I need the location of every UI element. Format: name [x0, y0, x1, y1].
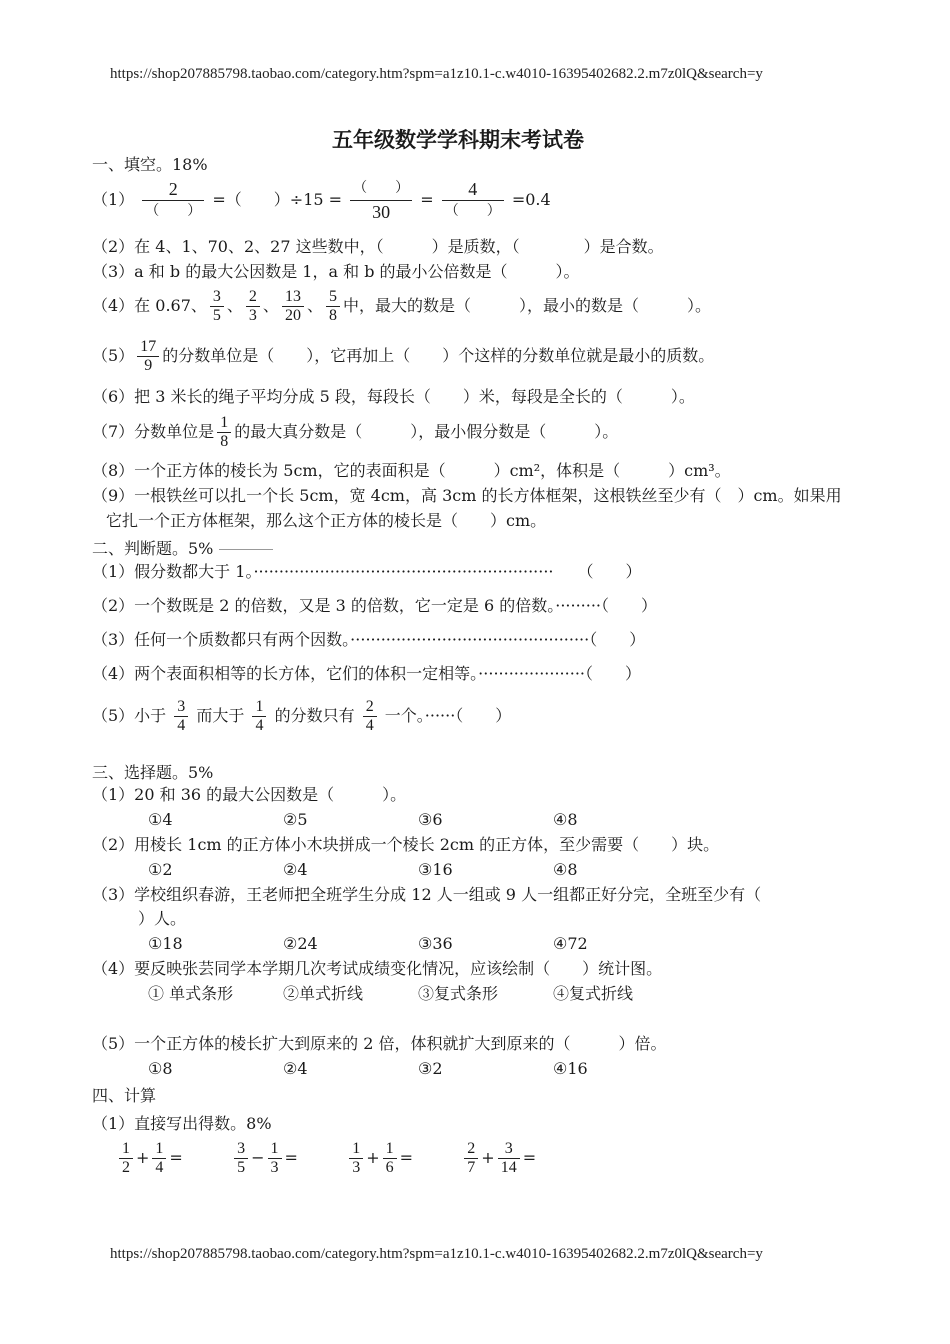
fraction — [217, 414, 231, 451]
numerator: 1 — [217, 414, 231, 433]
operator: − — [251, 1148, 265, 1167]
option: ②24 — [283, 934, 318, 953]
decorative-underline — [219, 549, 273, 550]
operator: + — [136, 1148, 150, 1167]
separator: 、 — [262, 296, 279, 315]
calc-item — [116, 1140, 226, 1177]
fraction — [252, 698, 266, 735]
text: 的分数单位是（ ），它再加上（ ）个这样的分数单位就是最小的质数。 — [162, 346, 715, 365]
fraction — [246, 288, 260, 325]
calc-item — [231, 1140, 341, 1177]
calc-row — [116, 1140, 571, 1177]
denominator: 14 — [500, 1159, 517, 1176]
fraction — [383, 1140, 397, 1177]
q1-3: （3）a 和 b 的最大公因数是 1，a 和 b 的最小公倍数是（ ）。 — [92, 262, 580, 281]
q3-4: （4）要反映张芸同学本学期几次考试成绩变化情况，应该绘制（ ）统计图。 — [92, 959, 663, 978]
option: ①18 — [148, 934, 183, 953]
denominator: 5 — [237, 1159, 246, 1176]
q3-5-options — [148, 1058, 688, 1080]
denominator: 4 — [365, 717, 374, 734]
denominator: 4 — [177, 717, 186, 734]
numerator: 1 — [383, 1140, 397, 1159]
option: ①4 — [148, 810, 173, 829]
fraction — [442, 178, 504, 223]
option: ②5 — [283, 810, 308, 829]
option: ①8 — [148, 1059, 173, 1078]
option: ③复式条形 — [418, 984, 499, 1003]
text: 一个。······（ ） — [384, 706, 512, 725]
q-label: （1） — [92, 190, 135, 209]
fraction — [210, 288, 224, 325]
fraction — [326, 288, 340, 325]
denominator: 3 — [270, 1159, 279, 1176]
denominator: （ ） — [444, 204, 501, 219]
page-title: 五年级数学学科期末考试卷 — [332, 127, 584, 152]
q2-2: （2）一个数既是 2 的倍数，又是 3 的倍数，它一定是 6 的倍数。·········（ ） — [92, 596, 658, 615]
fraction — [142, 178, 204, 223]
fraction — [268, 1140, 282, 1177]
equals: = — [522, 1148, 537, 1167]
heading-text: 二、判断题。5% — [92, 539, 214, 558]
q1-1 — [92, 178, 551, 223]
option: ②4 — [283, 860, 308, 879]
text: 而大于 — [196, 706, 245, 725]
fraction — [152, 1140, 166, 1177]
option: ③16 — [418, 860, 453, 879]
text: （7）分数单位是 — [92, 422, 215, 441]
fraction — [234, 1140, 248, 1177]
header-url: https://shop207885798.taobao.com/category.htm?spm=a1z10.1-c.w4010-16395402682.2.m7z0lQ&search=y — [110, 66, 763, 82]
text: （5）小于 — [92, 706, 167, 725]
option: ④16 — [553, 1059, 588, 1078]
q3-2-options — [148, 859, 688, 881]
calc-item — [461, 1140, 571, 1177]
numerator: 3 — [498, 1140, 520, 1159]
denominator: 8 — [328, 307, 337, 324]
q3-1: （1）20 和 36 的最大公因数是（ ）。 — [92, 785, 407, 804]
denominator: （ ） — [145, 204, 202, 219]
footer-url: https://shop207885798.taobao.com/category.htm?spm=a1z10.1-c.w4010-16395402682.2.m7z0lQ&search=y — [110, 1246, 763, 1262]
calc-item — [346, 1140, 456, 1177]
denominator: 6 — [385, 1159, 394, 1176]
option: ②单式折线 — [283, 984, 364, 1003]
numerator: 5 — [326, 288, 340, 307]
denominator: 3 — [352, 1159, 361, 1176]
numerator: 1 — [268, 1140, 282, 1159]
separator: 、 — [226, 296, 243, 315]
option: ① 单式条形 — [148, 984, 234, 1003]
q1-2: （2）在 4、1、70、2、27 这些数中，（ ）是质数，（ ）是合数。 — [92, 237, 664, 256]
q3-5: （5）一个正方体的棱长扩大到原来的 2 倍，体积就扩大到原来的（ ）倍。 — [92, 1034, 667, 1053]
q3-3-line2: ）人。 — [138, 909, 187, 928]
q2-5 — [92, 698, 511, 735]
q1-9-line1: （9）一根铁丝可以扎一个长 5cm，宽 4cm，高 3cm 的长方体框架，这根铁丝至少有（ ）cm。如果用 — [92, 486, 842, 505]
q4-1-heading: （1）直接写出得数。8% — [92, 1114, 272, 1133]
text: （5） — [92, 346, 135, 365]
numerator: 3 — [210, 288, 224, 307]
fraction — [363, 698, 377, 735]
q2-3: （3）任何一个质数都只有两个因数。···············································（ ） — [92, 630, 646, 649]
equation-text: =（ ）÷15 = — [212, 190, 343, 209]
equals: = — [284, 1148, 298, 1167]
section-4-heading: 四、计算 — [92, 1086, 157, 1105]
option: ①2 — [148, 860, 173, 879]
q3-2: （2）用棱长 1cm 的正方体小木块拼成一个棱长 2cm 的正方体，至少需要（ ）块。 — [92, 835, 720, 854]
numerator: 1 — [252, 698, 266, 717]
fraction — [119, 1140, 133, 1177]
fraction — [498, 1140, 520, 1177]
section-3-heading: 三、选择题。5% — [92, 763, 214, 782]
numerator: 2 — [246, 288, 260, 307]
option: ④复式折线 — [553, 984, 634, 1003]
q2-1: （1）假分数都大于 1。··························································· （ ） — [92, 562, 642, 581]
separator: 、 — [306, 296, 323, 315]
numerator: 1 — [152, 1140, 166, 1159]
denominator: 20 — [284, 307, 301, 324]
section-2-heading — [92, 536, 273, 559]
section-1-heading: 一、填空。18% — [92, 155, 208, 174]
fraction — [464, 1140, 478, 1177]
numerator: 17 — [137, 338, 159, 357]
denominator: 9 — [144, 357, 153, 374]
option: ③36 — [418, 934, 453, 953]
equation-text: = — [420, 190, 434, 209]
denominator: 8 — [220, 433, 229, 450]
text: 的分数只有 — [274, 706, 355, 725]
q1-7 — [92, 414, 618, 451]
equation-text: =0.4 — [511, 190, 551, 209]
numerator: 2 — [142, 178, 204, 201]
numerator: 2 — [363, 698, 377, 717]
option: ②4 — [283, 1059, 308, 1078]
denominator: 7 — [467, 1159, 476, 1176]
fraction — [349, 1140, 363, 1177]
fraction — [137, 338, 159, 375]
denominator: 4 — [255, 717, 264, 734]
option: ④8 — [553, 810, 578, 829]
numerator: 13 — [282, 288, 304, 307]
q3-3-line1: （3）学校组织春游，王老师把全班学生分成 12 人一组或 9 人一组都正好分完，全班至少有（ — [92, 885, 762, 904]
denominator: 5 — [212, 307, 221, 324]
q1-8: （8）一个正方体的棱长为 5cm，它的表面积是（ ）cm²，体积是（ ）cm³。 — [92, 461, 731, 480]
operator: + — [481, 1148, 495, 1167]
option: ④72 — [553, 934, 588, 953]
numerator: 3 — [174, 698, 188, 717]
q1-6: （6）把 3 米长的绳子平均分成 5 段，每段长（ ）米，每段是全长的（ ）。 — [92, 387, 695, 406]
text: 的最大真分数是（ ），最小假分数是（ ）。 — [234, 422, 619, 441]
text: （4）在 0.67、 — [92, 296, 207, 315]
option: ④8 — [553, 860, 578, 879]
q3-1-options — [148, 809, 688, 831]
q1-4 — [92, 288, 711, 325]
text: 中，最大的数是（ ），最小的数是（ ）。 — [342, 296, 711, 315]
numerator: 4 — [442, 178, 504, 201]
numerator: 1 — [119, 1140, 133, 1159]
fraction — [282, 288, 304, 325]
option: ③6 — [418, 810, 443, 829]
q2-4: （4）两个表面积相等的长方体，它们的体积一定相等。·····················（ ） — [92, 664, 641, 683]
q3-4-options — [148, 983, 688, 1005]
denominator: 30 — [372, 202, 391, 222]
numerator: （ ） — [350, 178, 412, 201]
fraction — [174, 698, 188, 735]
denominator: 3 — [248, 307, 257, 324]
denominator: 4 — [155, 1159, 164, 1176]
numerator: 1 — [349, 1140, 363, 1159]
q3-3-options — [148, 933, 688, 955]
option: ③2 — [418, 1059, 443, 1078]
equals: = — [399, 1148, 413, 1167]
equals: = — [169, 1148, 183, 1167]
numerator: 3 — [234, 1140, 248, 1159]
q1-5 — [92, 338, 714, 375]
operator: + — [366, 1148, 380, 1167]
numerator: 2 — [464, 1140, 478, 1159]
fraction — [350, 178, 412, 223]
denominator: 2 — [122, 1159, 130, 1176]
q1-9-line2: 它扎一个正方体框架，那么这个正方体的棱长是（ ）cm。 — [106, 511, 547, 530]
